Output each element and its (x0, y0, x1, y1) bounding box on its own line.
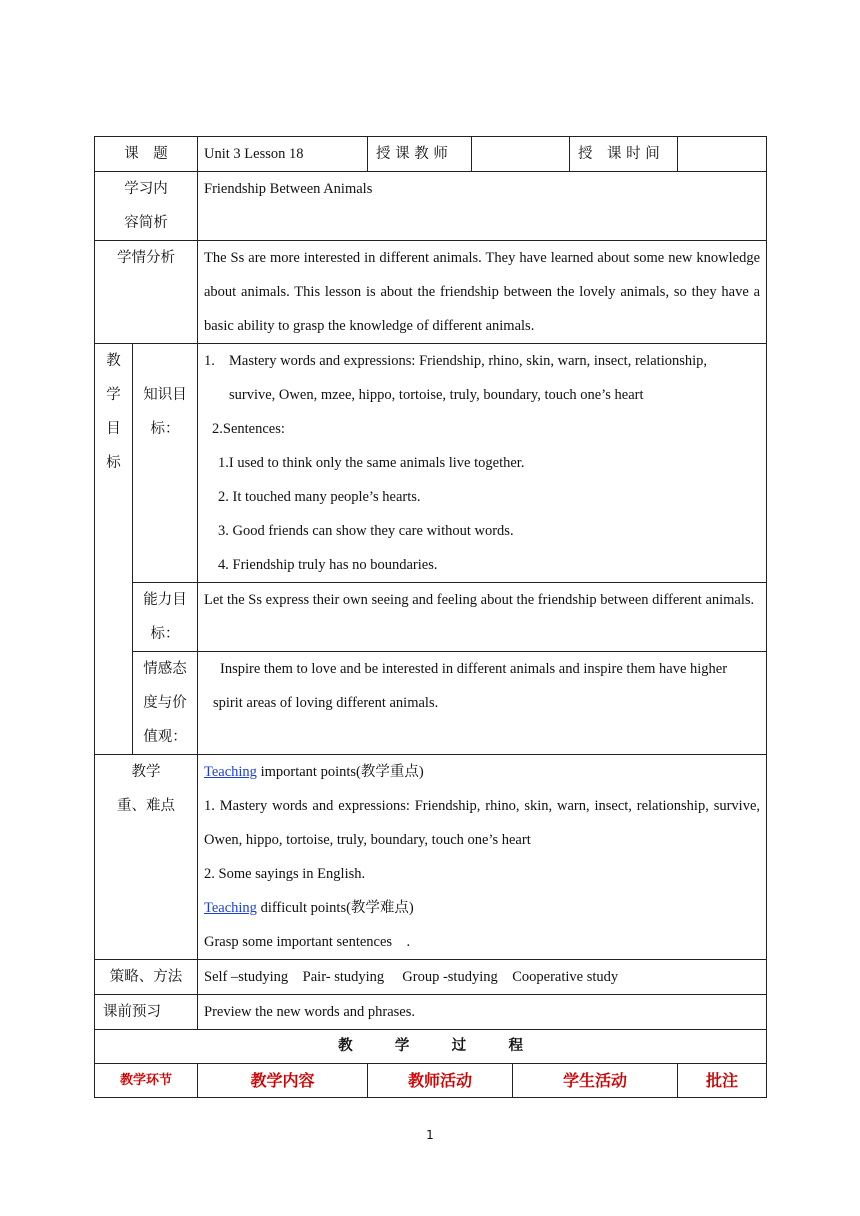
strategy-value: Self –studying Pair- studying Group -studying Cooperative study (198, 960, 767, 995)
sentences-heading: 2.Sentences: (212, 421, 285, 437)
sentence-2: 2. It touched many people’s hearts. (218, 489, 421, 505)
difficult-points-link[interactable]: Teaching (204, 900, 257, 916)
objectives-char-1: 教 (106, 353, 121, 369)
lesson-plan-table (94, 136, 767, 1098)
difficult-points-rest: difficult points(教学难点) (256, 900, 414, 916)
sentence-1: 1.I used to think only the same animals live together. (218, 455, 525, 471)
emotion-objective-row (95, 652, 767, 755)
process-title-char-3: 过 (451, 1038, 467, 1054)
key-points-label (95, 755, 198, 960)
topic-value: Unit 3 Lesson 18 (198, 137, 368, 172)
strategy-row (95, 960, 767, 995)
preview-row (95, 995, 767, 1030)
teacher-value (472, 137, 570, 172)
ability-objective-row (95, 583, 767, 652)
teacher-label: 授 课 教 师 (368, 137, 472, 172)
content-analysis-row (95, 172, 767, 241)
objectives-group-label (95, 344, 133, 755)
content-analysis-value: Friendship Between Animals (198, 172, 767, 241)
important-point-1: 1. Mastery words and expressions: Friendship, rhino, skin, warn, insect, relationship, survive, Owen, hippo, tortoise, truly, boundary, touch one’s heart (204, 798, 761, 848)
key-points-row (95, 755, 767, 960)
knowledge-objective-label (133, 344, 198, 583)
important-points-link[interactable]: Teaching (204, 764, 257, 780)
emotion-objective-label (133, 652, 198, 755)
important-point-2: 2. Some sayings in English. (204, 866, 366, 882)
emotion-label-line3: 值观： (143, 729, 187, 745)
process-title-row (95, 1030, 767, 1064)
column-teacher-activity: 教师活动 (368, 1064, 513, 1098)
knowledge-label-line2: 标： (150, 421, 180, 437)
important-points-heading (204, 755, 760, 789)
ability-objective-value: Let the Ss express their own seeing and feeling about the friendship between different animals. (198, 583, 767, 652)
student-analysis-label: 学情分析 (95, 241, 198, 344)
difficult-points-heading (204, 891, 760, 925)
important-points-rest: important points(教学重点) (256, 764, 424, 780)
emotion-objective-content (198, 652, 767, 755)
time-label: 授 课 时 间 (570, 137, 678, 172)
key-points-content (198, 755, 767, 960)
process-header-row (95, 1064, 767, 1098)
emotion-label-line1: 情感态 (143, 661, 187, 677)
student-analysis-row (95, 241, 767, 344)
objectives-char-4: 标 (106, 455, 121, 471)
header-row (95, 137, 767, 172)
difficult-point-value: Grasp some important sentences . (204, 934, 411, 950)
process-title-char-4: 程 (508, 1038, 523, 1054)
process-title-char-2: 学 (394, 1038, 410, 1054)
preview-value: Preview the new words and phrases. (198, 995, 767, 1030)
key-points-label-line2: 重、难点 (117, 798, 175, 814)
knowledge-label-line1: 知识目 (143, 387, 187, 403)
knowledge-item-1-number: 1. (204, 353, 215, 369)
page-number: 1 (426, 1128, 434, 1142)
content-analysis-label-line2: 容简析 (124, 215, 168, 231)
knowledge-item-1-continued: survive, Owen, mzee, hippo, tortoise, truly, boundary, touch one’s heart (229, 387, 644, 403)
preview-label: 课前预习 (95, 995, 198, 1030)
key-points-label-line1: 教学 (131, 764, 161, 780)
column-student-activity: 学生活动 (513, 1064, 678, 1098)
knowledge-item-1-text: Mastery words and expressions: Friendship, rhino, skin, warn, insect, relationship, (229, 353, 708, 369)
process-title (95, 1030, 767, 1064)
sentence-4: 4. Friendship truly has no boundaries. (218, 557, 438, 573)
ability-objective-label (133, 583, 198, 652)
objectives-char-2: 学 (106, 387, 121, 403)
knowledge-item-1 (204, 344, 760, 378)
knowledge-objective-row (95, 344, 767, 583)
content-analysis-label (95, 172, 198, 241)
column-remarks: 批注 (678, 1064, 767, 1098)
student-analysis-value: The Ss are more interested in different animals. They have learned about some new knowledge about animals. This lesson is about the friendship between the lovely animals, so they have a basic ability to grasp the knowledge of different animals. (198, 241, 767, 344)
strategy-label: 策略、方法 (95, 960, 198, 995)
emotion-line-1: Inspire them to love and be interested in different animals and inspire them have higher (220, 661, 728, 677)
time-value (678, 137, 767, 172)
ability-label-line2: 标： (150, 626, 180, 642)
process-title-char-1: 教 (338, 1038, 353, 1054)
sentence-3: 3. Good friends can show they care without words. (218, 523, 514, 539)
ability-label-line1: 能力目 (143, 592, 187, 608)
objectives-char-3: 目 (106, 421, 121, 437)
content-analysis-label-line1: 学习内 (124, 181, 168, 197)
column-teaching-stage: 教学环节 (95, 1064, 198, 1098)
knowledge-objective-content (198, 344, 767, 583)
topic-label: 课 题 (95, 137, 198, 172)
emotion-line-2: spirit areas of loving different animals. (213, 695, 439, 711)
column-teaching-content: 教学内容 (198, 1064, 368, 1098)
emotion-label-line2: 度与价 (143, 695, 187, 711)
